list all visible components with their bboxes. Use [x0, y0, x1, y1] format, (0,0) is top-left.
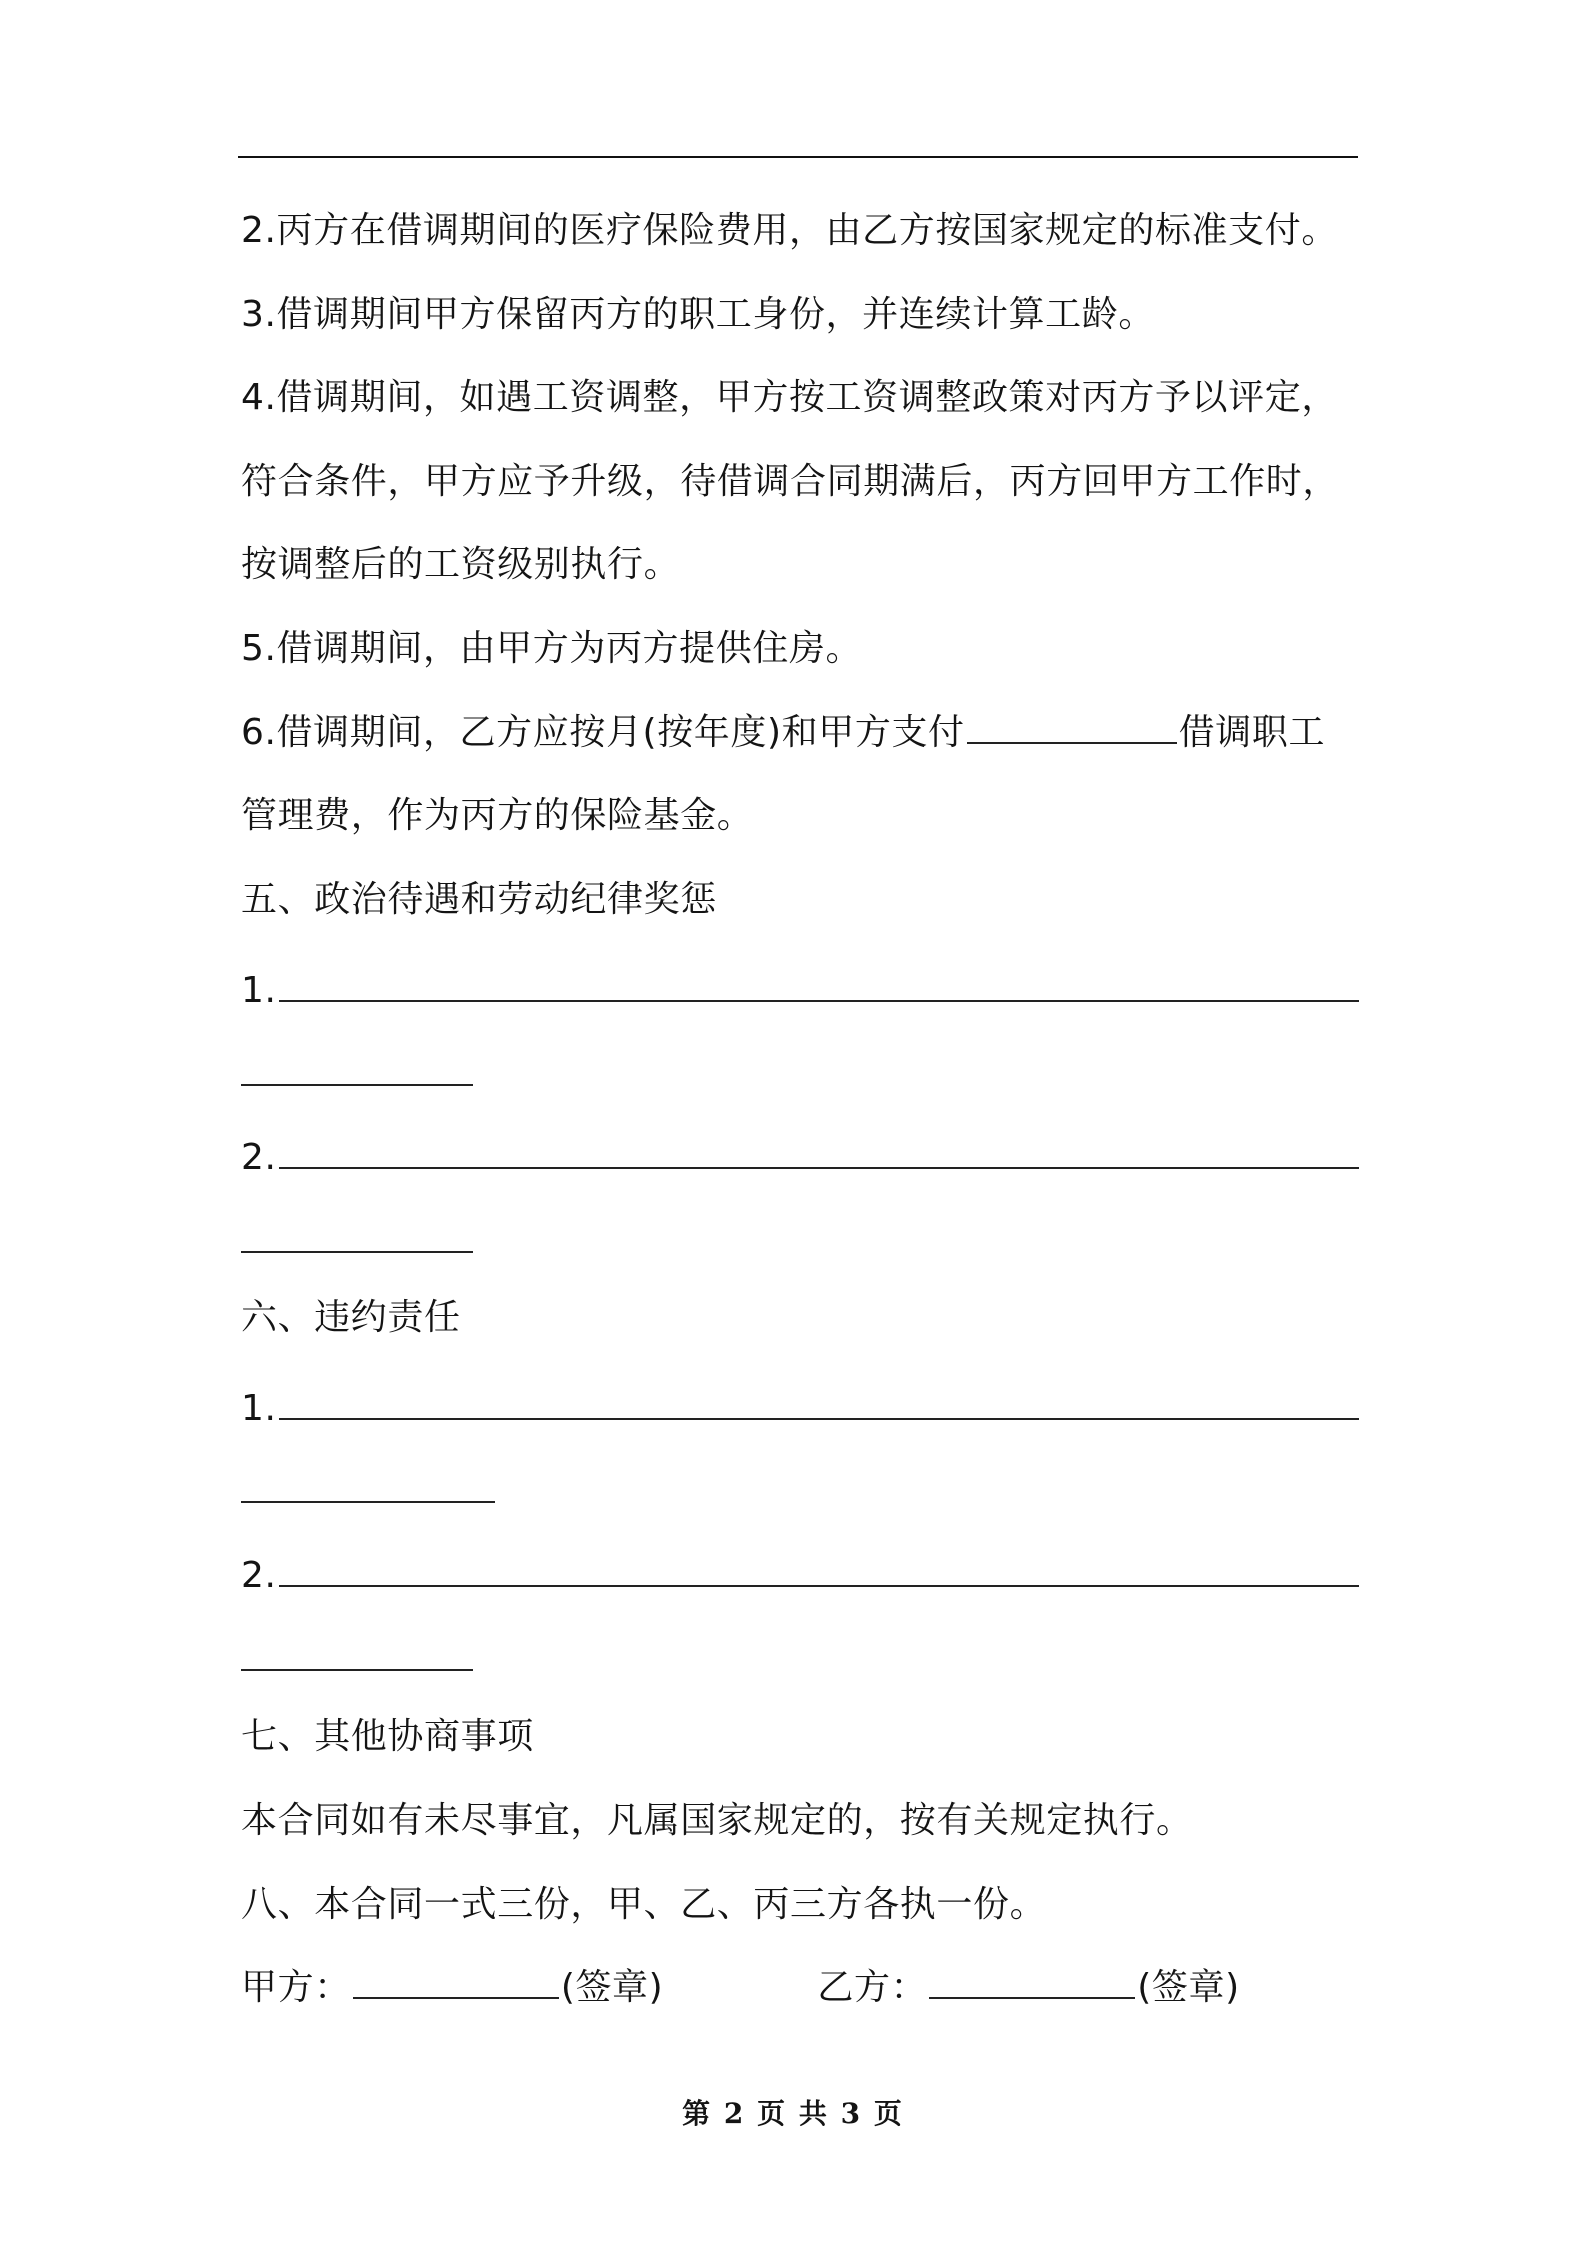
- clause-line-6: [241, 708, 1361, 758]
- party-a-label: 甲方：: [241, 1967, 351, 2008]
- item-blank[interactable]: [279, 1137, 1359, 1169]
- clause-line: 管理费，作为丙方的保险基金。: [241, 795, 754, 836]
- list-item-continuation: [241, 1635, 1361, 1685]
- fee-blank[interactable]: [967, 712, 1177, 744]
- item-number: 2.: [241, 1555, 277, 1596]
- item-blank-continuation[interactable]: [241, 1639, 473, 1671]
- list-item: [241, 1133, 1361, 1183]
- section-heading: 七、其他协商事项: [241, 1716, 534, 1757]
- party-a-signature-blank[interactable]: [353, 1967, 559, 1999]
- clause-line: 本合同如有未尽事宜，凡属国家规定的，按有关规定执行。: [241, 1800, 1193, 1841]
- item-blank[interactable]: [279, 1388, 1359, 1420]
- header-rule: [238, 156, 1358, 158]
- clause-line: 按调整后的工资级别执行。: [241, 544, 681, 585]
- list-item-continuation: [241, 1467, 1361, 1517]
- clause-6-suffix: 借调职工: [1178, 712, 1326, 753]
- party-a-seal-note: (签章): [560, 1967, 664, 2008]
- clause-line: 2.丙方在借调期间的医疗保险费用，由乙方按国家规定的标准支付。: [241, 210, 1338, 251]
- page-number: 第 2 页 共 3 页: [682, 2097, 904, 2130]
- list-item-continuation: [241, 1050, 1361, 1100]
- item-blank-continuation[interactable]: [241, 1471, 495, 1503]
- item-blank-continuation[interactable]: [241, 1221, 473, 1253]
- item-blank[interactable]: [279, 970, 1359, 1002]
- party-b-signature-blank[interactable]: [929, 1967, 1135, 1999]
- list-item: [241, 966, 1361, 1016]
- party-b-seal-note: (签章): [1137, 1967, 1240, 2008]
- clause-line: 4.借调期间，如遇工资调整，甲方按工资调整政策对丙方予以评定，: [241, 377, 1338, 418]
- clause-line: 5.借调期间，由甲方为丙方提供住房。: [241, 628, 863, 669]
- section-heading: 六、违约责任: [241, 1297, 461, 1338]
- list-item: [241, 1551, 1361, 1601]
- clause-line: 符合条件，甲方应予升级，待借调合同期满后，丙方回甲方工作时，: [241, 461, 1340, 502]
- section-heading: 五、政治待遇和劳动纪律奖惩: [241, 879, 717, 920]
- item-number: 1.: [241, 1388, 277, 1429]
- list-item: [241, 1384, 1361, 1434]
- clause-line: 3.借调期间甲方保留丙方的职工身份，并连续计算工龄。: [241, 294, 1155, 335]
- signature-row: [241, 1963, 1361, 2013]
- item-blank-continuation[interactable]: [241, 1054, 473, 1086]
- item-number: 1.: [241, 970, 277, 1011]
- item-number: 2.: [241, 1137, 277, 1178]
- clause-6-prefix: 6.借调期间，乙方应按月(按年度)和甲方支付: [241, 712, 965, 753]
- clause-line: 八、本合同一式三份，甲、乙、丙三方各执一份。: [241, 1884, 1047, 1925]
- party-b-label: 乙方：: [817, 1967, 928, 2008]
- list-item-continuation: [241, 1217, 1361, 1267]
- item-blank[interactable]: [279, 1555, 1359, 1587]
